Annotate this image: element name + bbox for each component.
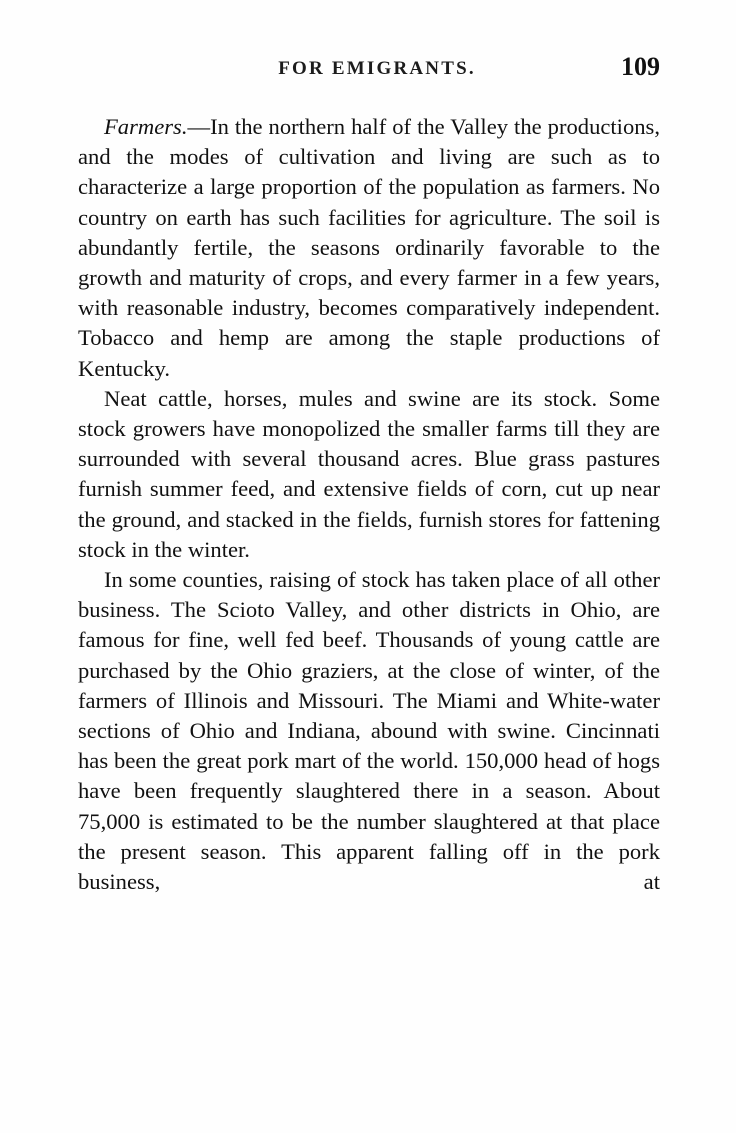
paragraph-text: —In the northern half of the Valley the productions, and the modes of cultivation and living are such as to characterize a large proportion of the population as farmers. No country on earth has such facilities for agriculture. The soil is abundantly fertile, the seasons ordinarily favorable to the growth and maturity of crops, and every farmer in a few years, with reasonable industry, becomes comparatively independent. Tobacco and hemp are among the staple productions of Kentucky.	[78, 114, 660, 381]
paragraph-lead-italic: Farmers.	[104, 114, 188, 139]
page-body	[78, 112, 660, 897]
paragraph-stock	[78, 384, 660, 565]
page-header	[76, 52, 660, 86]
paragraph-farmers	[78, 112, 660, 384]
paragraph-text: Neat cattle, horses, mules and swine are its stock. Some stock growers have monopolized the smaller farms till they are surrounded with several thousand acres. Blue grass pastures furnish summer feed, and extensive fields of corn, cut up near the ground, and stacked in the fields, furnish stores for fattening stock in the winter.	[78, 385, 660, 562]
paragraph-text: In some counties, raising of stock has taken place of all other business. The Scioto Valley, and other districts in Ohio, are famous for fine, well fed beef. Thousands of young cattle are purchased by the Ohio graziers, at the close of winter, of the farmers of Illinois and Missouri. The Miami and White-water sections of Ohio and Indiana, abound with swine. Cincinnati has been the great pork mart of the world. 150,000 head of hogs have been frequently slaughtered there in a season. About 75,000 is estimated to be the number slaughtered at that place the present season. This apparent falling off in the pork business, at	[78, 567, 660, 895]
paragraph-counties	[78, 565, 660, 897]
running-head: FOR EMIGRANTS.	[278, 58, 476, 79]
page-number: 109	[621, 52, 660, 81]
